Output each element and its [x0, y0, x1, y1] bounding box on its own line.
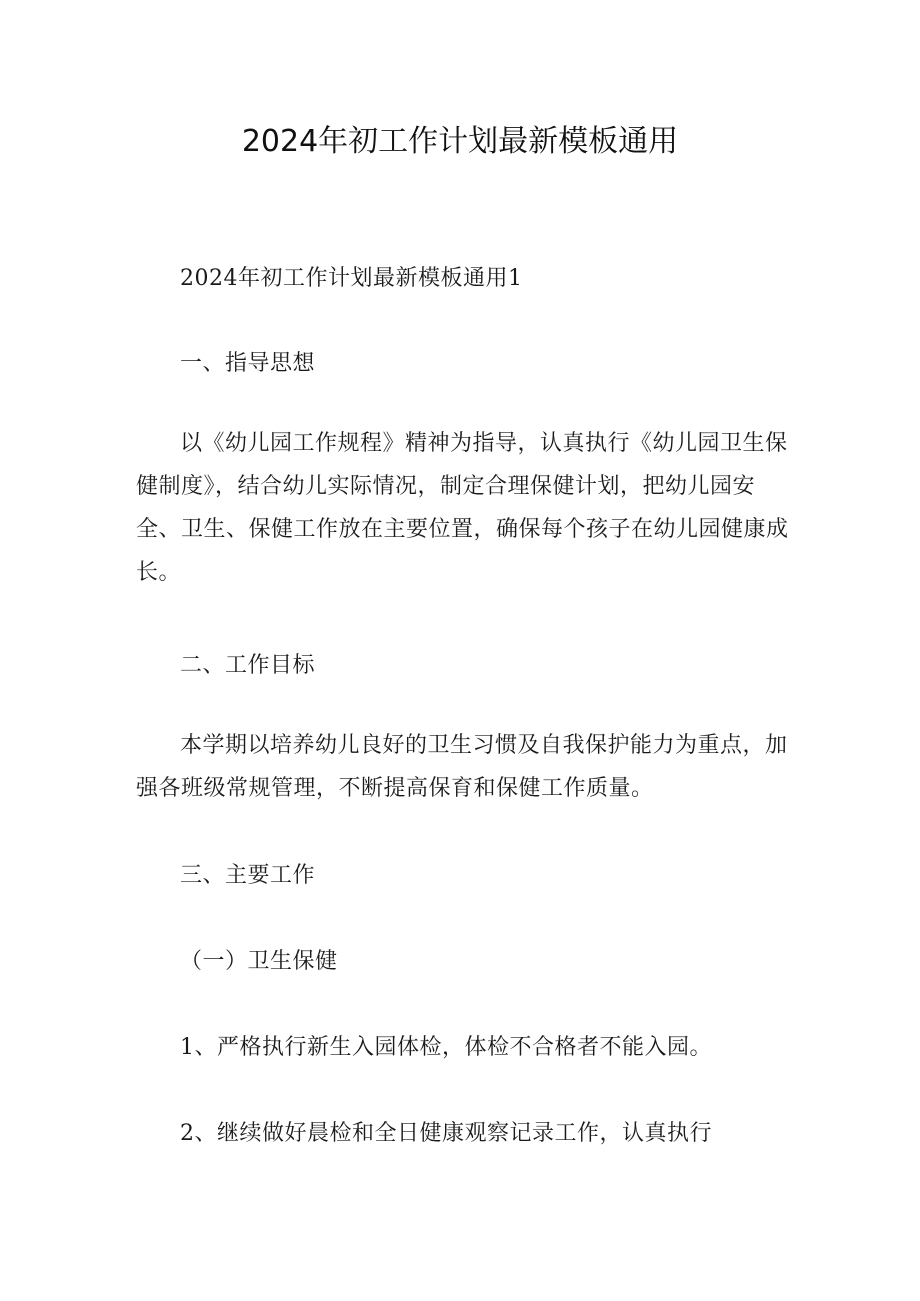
list-item-1: 1、严格执行新生入园体检，体检不合格者不能入园。: [180, 1035, 712, 1060]
section-heading-main-work: 三、主要工作: [180, 863, 316, 888]
paragraph-work-goals: 本学期以培养幼儿良好的卫生习惯及自我保护能力为重点，加强各班级常规管理，不断提高保育和保健工作质量。: [136, 733, 788, 801]
section-heading-work-goals: 二、工作目标: [180, 653, 316, 678]
document-title: 2024年初工作计划最新模板通用: [241, 124, 679, 159]
section-heading-guiding-thought: 一、指导思想: [180, 351, 316, 376]
section-heading-plan-1: 2024年初工作计划最新模板通用1: [180, 266, 523, 291]
subheading-health-care: （一）卫生保健: [180, 949, 338, 974]
paragraph-guiding-thought: 以《幼儿园工作规程》精神为指导，认真执行《幼儿园卫生保健制度》，结合幼儿实际情况，制定合理保健计划，把幼儿园安全、卫生、保健工作放在主要位置，确保每个孩子在幼儿园健康成长。: [136, 431, 789, 585]
list-item-2: 2、继续做好晨检和全日健康观察记录工作，认真执行: [180, 1121, 712, 1146]
